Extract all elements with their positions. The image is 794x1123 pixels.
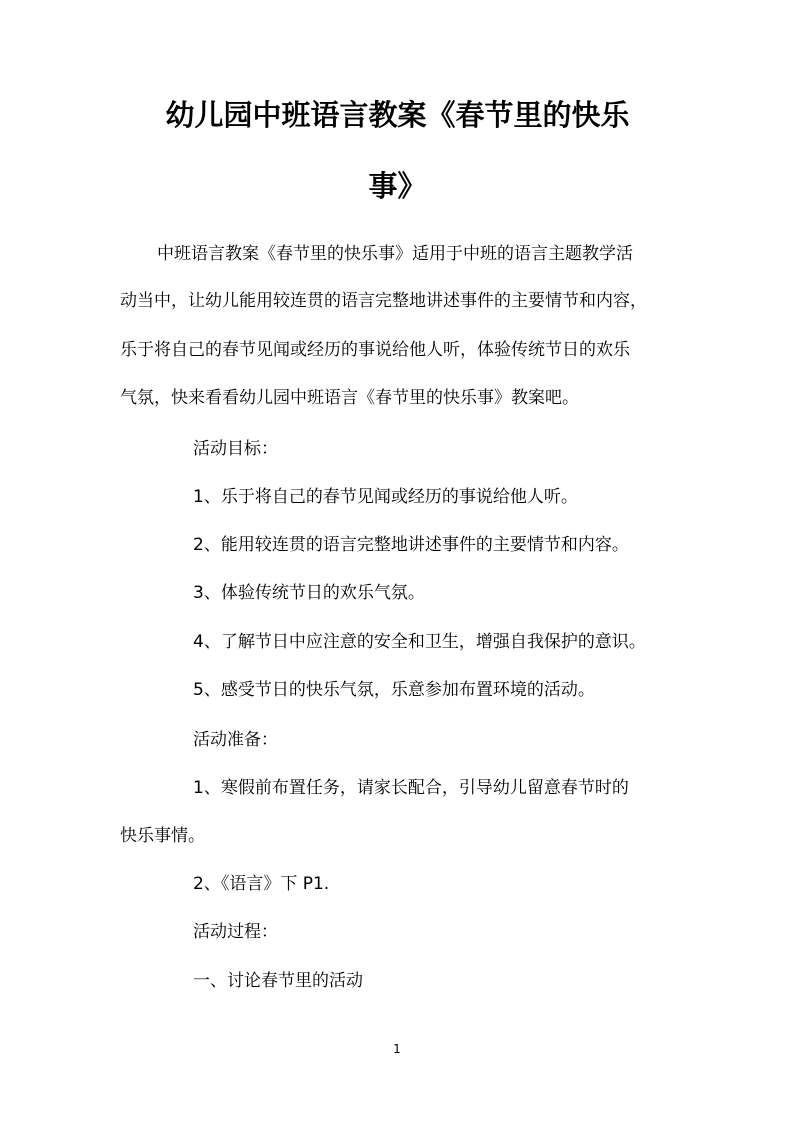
- intro-line-4: 气氛，快来看看幼儿园中班语言《春节里的快乐事》教案吧。: [120, 388, 579, 408]
- prep-item-1-line-2: 快乐事情。: [120, 826, 205, 846]
- goals-heading: 活动目标：: [193, 439, 278, 459]
- goal-item-4: 4、了解节日中应注意的安全和卫生，增强自我保护的意识。: [193, 632, 646, 652]
- prep-item-1-line-1: 1、寒假前布置任务，请家长配合，引导幼儿留意春节时的: [193, 778, 629, 798]
- intro-line-3: 乐于将自己的春节见闻或经历的事说给他人听，体验传统节日的欢乐: [120, 340, 630, 360]
- prep-item-2: 2、《语言》下 P1.: [193, 874, 330, 894]
- document-title-line-2: 事》: [368, 169, 427, 203]
- goal-item-3: 3、体验传统节日的欢乐气氛。: [193, 583, 425, 603]
- intro-line-2: 动当中，让幼儿能用较连贯的语言完整地讲述事件的主要情节和内容，: [120, 291, 647, 311]
- page-number: 1: [393, 1042, 401, 1056]
- goal-item-1: 1、乐于将自己的春节见闻或经历的事说给他人听。: [193, 487, 578, 507]
- prep-heading: 活动准备：: [193, 730, 278, 750]
- document-title-line-1: 幼儿园中班语言教案《春节里的快乐: [165, 98, 630, 132]
- intro-line-1: 中班语言教案《春节里的快乐事》适用于中班的语言主题教学活: [157, 244, 633, 264]
- process-heading: 活动过程：: [193, 922, 278, 942]
- process-item-1: 一、讨论春节里的活动: [193, 971, 363, 991]
- goal-item-5: 5、感受节日的快乐气氛，乐意参加布置环境的活动。: [193, 680, 595, 700]
- goal-item-2: 2、能用较连贯的语言完整地讲述事件的主要情节和内容。: [193, 535, 629, 555]
